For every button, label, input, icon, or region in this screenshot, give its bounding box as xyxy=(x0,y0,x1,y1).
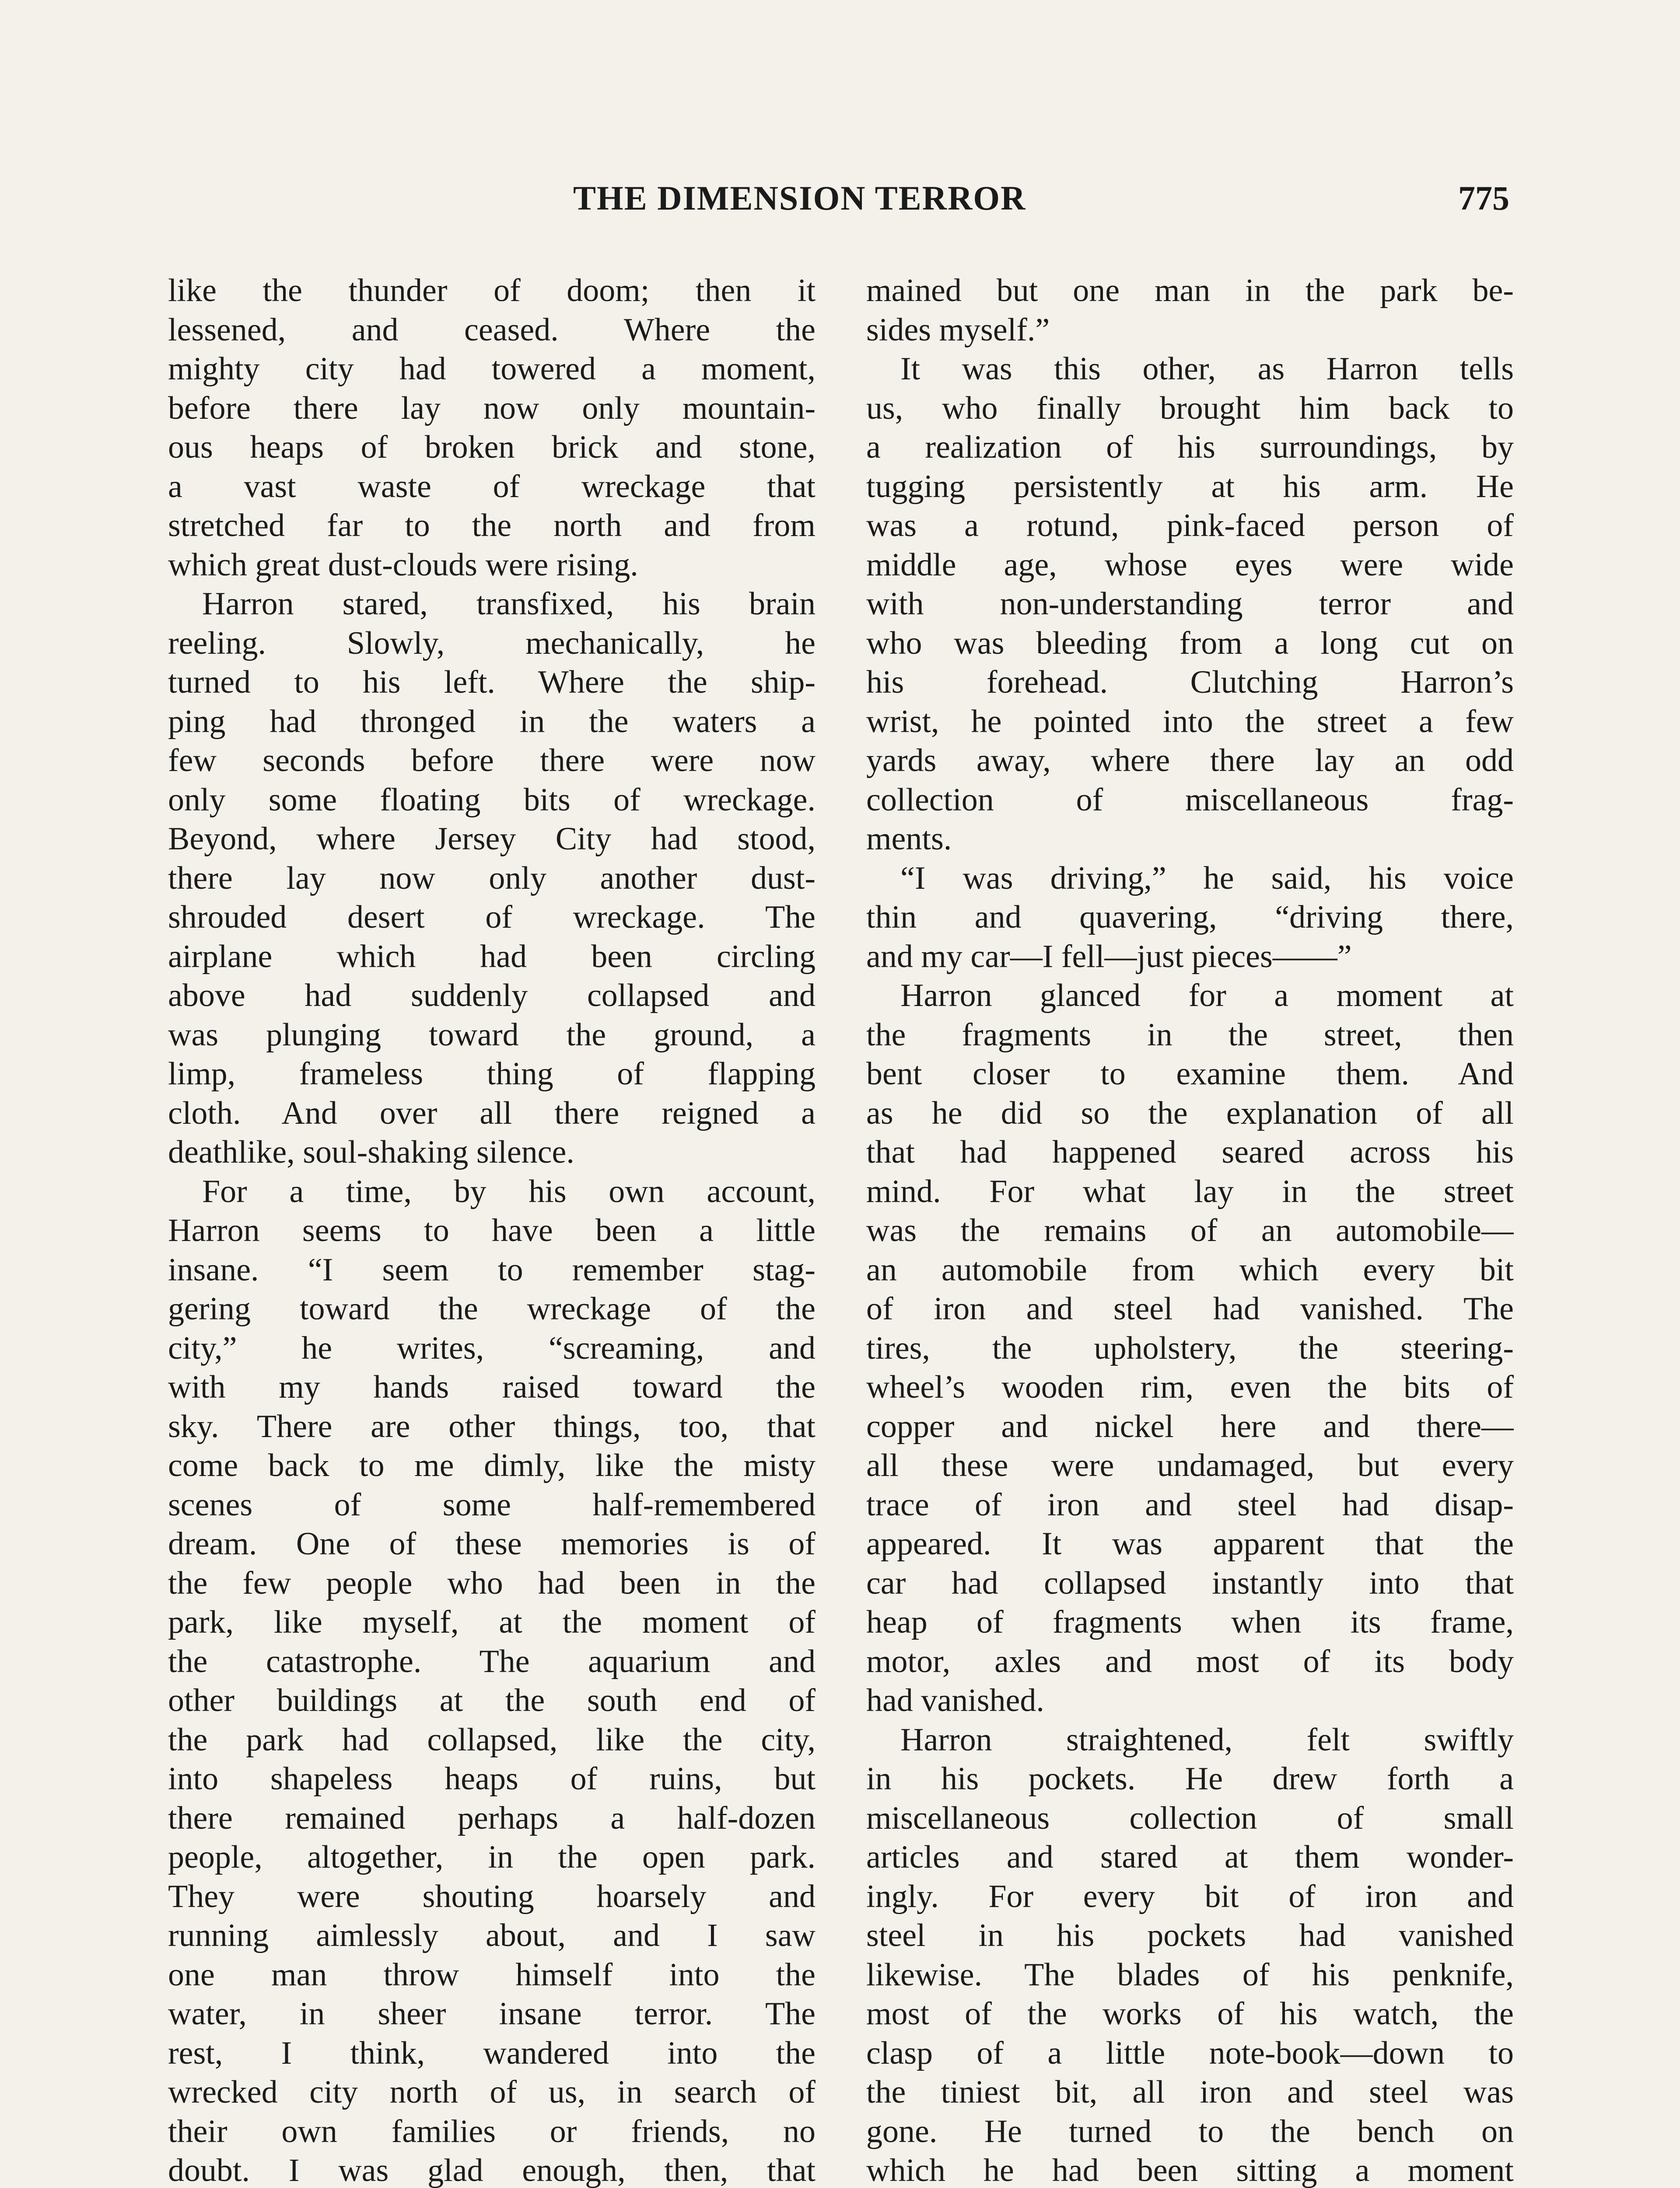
text-line: like the thunder of doom; then it xyxy=(168,273,816,309)
text-line: mained but one man in the park be- xyxy=(866,273,1514,309)
text-line: us, who finally brought him back to xyxy=(866,390,1514,426)
text-line: who was bleeding from a long cut on xyxy=(866,625,1514,661)
text-line: likewise. The blades of his penknife, xyxy=(866,1957,1514,1993)
text-line: clasp of a little note-book—down to xyxy=(866,2035,1514,2071)
text-line: doubt. I was glad enough, then, that xyxy=(168,2153,816,2188)
text-line: shrouded desert of wreckage. The xyxy=(168,899,816,935)
text-line: into shapeless heaps of ruins, but xyxy=(168,1761,816,1797)
text-line: gering toward the wreckage of the xyxy=(168,1291,816,1327)
text-line: airplane which had been circling xyxy=(168,938,816,975)
text-line: lessened, and ceased. Where the xyxy=(168,312,816,348)
text-line: Harron glanced for a moment at xyxy=(900,978,1514,1013)
text-line: running aimlessly about, and I saw xyxy=(168,1918,816,1953)
text-line: and my car—I fell—just pieces——” xyxy=(866,938,1352,975)
text-line: mighty city had towered a moment, xyxy=(168,351,816,387)
text-line: one man throw himself into the xyxy=(168,1957,816,1993)
text-line: few seconds before there were now xyxy=(168,743,816,778)
text-line: in his pockets. He drew forth a xyxy=(866,1761,1514,1797)
text-line: limp, frameless thing of flapping xyxy=(168,1056,816,1092)
text-line: the catastrophe. The aquarium and xyxy=(168,1643,816,1680)
text-line: For a time, by his own account, xyxy=(202,1173,816,1210)
text-line: tires, the upholstery, the steering- xyxy=(866,1330,1514,1366)
text-line: appeared. It was apparent that the xyxy=(866,1526,1514,1562)
text-line: yards away, where there lay an odd xyxy=(866,743,1514,778)
text-line: with non-understanding terror and xyxy=(866,586,1514,622)
text-line: turned to his left. Where the ship- xyxy=(168,664,816,700)
text-line: Harron stared, transfixed, his brain xyxy=(202,586,816,622)
text-line: of iron and steel had vanished. The xyxy=(866,1291,1514,1327)
text-line: wrecked city north of us, in search of xyxy=(168,2074,816,2110)
text-line: wheel’s wooden rim, even the bits of xyxy=(866,1369,1514,1405)
right-text-column xyxy=(866,271,1514,2188)
text-line: which he had been sitting a moment xyxy=(866,2153,1514,2188)
text-line: ments. xyxy=(866,821,952,857)
text-line: people, altogether, in the open park. xyxy=(168,1839,816,1875)
text-line: the park had collapsed, like the city, xyxy=(168,1722,816,1758)
text-line: an automobile from which every bit xyxy=(866,1252,1514,1288)
text-line: trace of iron and steel had disap- xyxy=(866,1487,1514,1523)
text-line: insane. “I seem to remember stag- xyxy=(168,1252,816,1288)
text-line: was a rotund, pink-faced person of xyxy=(866,508,1514,543)
text-line: was the remains of an automobile— xyxy=(866,1213,1514,1248)
text-line: with my hands raised toward the xyxy=(168,1369,816,1405)
text-line: the fragments in the street, then xyxy=(866,1017,1514,1053)
text-line: stretched far to the north and from xyxy=(168,508,816,543)
text-line: there lay now only another dust- xyxy=(168,860,816,896)
text-line: dream. One of these memories is of xyxy=(168,1526,816,1562)
text-line: steel in his pockets had vanished xyxy=(866,1918,1514,1953)
text-line: ping had thronged in the waters a xyxy=(168,703,816,740)
text-line: before there lay now only mountain- xyxy=(168,390,816,426)
text-line: thin and quavering, “driving there, xyxy=(866,899,1514,935)
text-line: ous heaps of broken brick and stone, xyxy=(168,429,816,465)
text-line: above had suddenly collapsed and xyxy=(168,978,816,1013)
text-line: city,” he writes, “screaming, and xyxy=(168,1330,816,1366)
text-line: deathlike, soul-shaking silence. xyxy=(168,1134,574,1170)
text-line: come back to me dimly, like the misty xyxy=(168,1448,816,1483)
text-line: had vanished. xyxy=(866,1683,1044,1718)
text-line: Beyond, where Jersey City had stood, xyxy=(168,821,816,857)
text-line: wrist, he pointed into the street a few xyxy=(866,703,1514,740)
text-line: there remained perhaps a half-dozen xyxy=(168,1800,816,1836)
text-line: ingly. For every bit of iron and xyxy=(866,1878,1514,1914)
text-line: heap of fragments when its frame, xyxy=(866,1604,1514,1640)
text-line: bent closer to examine them. And xyxy=(866,1056,1514,1092)
text-line: It was this other, as Harron tells xyxy=(900,351,1514,387)
text-line: mind. For what lay in the street xyxy=(866,1173,1514,1210)
text-line: their own families or friends, no xyxy=(168,2113,816,2149)
text-line: car had collapsed instantly into that xyxy=(866,1565,1514,1601)
text-line: a realization of his surroundings, by xyxy=(866,429,1514,465)
text-line: which great dust-clouds were rising. xyxy=(168,547,638,583)
text-line: Harron seems to have been a little xyxy=(168,1213,816,1248)
text-line: the tiniest bit, all iron and steel was xyxy=(866,2074,1514,2110)
page-number: 775 xyxy=(1458,179,1509,217)
text-line: “I was driving,” he said, his voice xyxy=(900,860,1514,896)
text-line: a vast waste of wreckage that xyxy=(168,468,816,505)
text-line: as he did so the explanation of all xyxy=(866,1095,1514,1131)
text-line: that had happened seared across his xyxy=(866,1134,1514,1170)
text-line: sides myself.” xyxy=(866,312,1050,348)
text-line: reeling. Slowly, mechanically, he xyxy=(168,625,816,661)
text-line: gone. He turned to the bench on xyxy=(866,2113,1514,2149)
text-line: tugging persistently at his arm. He xyxy=(866,468,1514,505)
text-line: sky. There are other things, too, that xyxy=(168,1408,816,1445)
text-line: cloth. And over all there reigned a xyxy=(168,1095,816,1131)
text-line: all these were undamaged, but every xyxy=(866,1448,1514,1483)
left-text-column xyxy=(168,271,816,2188)
text-line: scenes of some half-remembered xyxy=(168,1487,816,1523)
text-line: park, like myself, at the moment of xyxy=(168,1604,816,1640)
text-line: rest, I think, wandered into the xyxy=(168,2035,816,2071)
text-line: only some floating bits of wreckage. xyxy=(168,782,816,818)
text-line: his forehead. Clutching Harron’s xyxy=(866,664,1514,700)
text-line: water, in sheer insane terror. The xyxy=(168,1996,816,2032)
text-line: motor, axles and most of its body xyxy=(866,1643,1514,1680)
text-line: They were shouting hoarsely and xyxy=(168,1878,816,1914)
text-line: middle age, whose eyes were wide xyxy=(866,547,1514,583)
text-line: most of the works of his watch, the xyxy=(866,1996,1514,2032)
text-line: miscellaneous collection of small xyxy=(866,1800,1514,1836)
running-head-title: THE DIMENSION TERROR xyxy=(573,179,1026,217)
text-line: was plunging toward the ground, a xyxy=(168,1017,816,1053)
text-line: the few people who had been in the xyxy=(168,1565,816,1601)
text-line: copper and nickel here and there— xyxy=(866,1408,1514,1445)
text-line: other buildings at the south end of xyxy=(168,1683,816,1718)
text-line: articles and stared at them wonder- xyxy=(866,1839,1514,1875)
text-line: collection of miscellaneous frag- xyxy=(866,782,1514,818)
text-line: Harron straightened, felt swiftly xyxy=(900,1722,1514,1758)
